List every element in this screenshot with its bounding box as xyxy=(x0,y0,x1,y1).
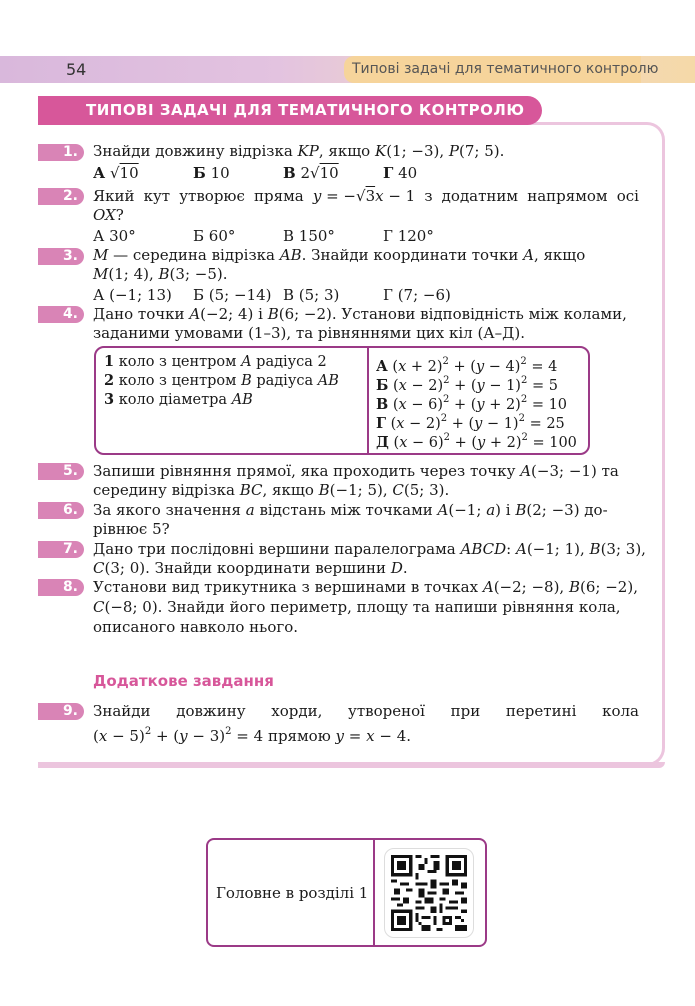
problem-2-line-2: OX? xyxy=(93,206,124,224)
problem-number-tab xyxy=(38,463,84,480)
qr-code[interactable] xyxy=(384,848,474,938)
problem-number-tab xyxy=(38,502,84,519)
problem-4-line-1: Дано точки A(−2; 4) і B(6; −2). Установи відповідність між колами, xyxy=(93,305,627,323)
problem-number: 6. xyxy=(62,502,78,518)
summary-divider xyxy=(373,840,375,945)
problem-number-tab xyxy=(38,144,84,161)
answer-option: В 150° xyxy=(283,227,335,245)
problem-6-line-1: За якого значення a відстань між точками A(−1; a) і B(2; −3) до- xyxy=(93,501,608,519)
qr-code-icon xyxy=(391,855,467,931)
running-title: Типові задачі для тематичного контролю xyxy=(352,61,659,77)
answer-option: А 30° xyxy=(93,227,136,245)
problem-5-line-1: Запиши рівняння прямої, яка проходить через точку A(−3; −1) та xyxy=(93,462,619,480)
problem-number: 7. xyxy=(62,541,78,557)
summary-label: Головне в розділі 1 xyxy=(216,884,369,902)
problem-number: 2. xyxy=(62,188,78,204)
answer-option: А √10 xyxy=(93,164,139,182)
problem-9-line-2: $(x - 5)^2 + (y - 3)^2 = 4$ прямою y = x − 4. xyxy=(93,726,412,745)
problem-number-tab xyxy=(38,248,84,265)
problem-number-tab xyxy=(38,306,84,323)
answer-option: Г 40 xyxy=(383,164,418,182)
problem-number-tab xyxy=(38,579,84,596)
problem-6-line-2: рівнює 5? xyxy=(93,520,170,538)
condition-item: 2 коло з центром B радіуса AB xyxy=(104,372,339,389)
problem-9-line-1: Знайди довжину хорди, утвореної при перетині кола xyxy=(93,702,639,720)
frame-bottom-edge xyxy=(38,762,665,768)
answer-option: Б 10 xyxy=(193,164,230,182)
problem-7-line-1: Дано три послідовні вершини паралелограма ABCD: A(−1; 1), B(3; 3), xyxy=(93,540,646,558)
answer-option: Г (7; −6) xyxy=(383,286,451,304)
condition-item: 1 коло з центром A радіуса 2 xyxy=(104,353,327,370)
answer-option: В (5; 3) xyxy=(283,286,340,304)
equation-item: А $(x + 2)^2 + (y - 4)^2 = 4$ xyxy=(376,356,558,375)
answer-option: А (−1; 13) xyxy=(93,286,172,304)
problem-4-line-2: заданими умовами (1–3), та рівняннями цих кіл (А–Д). xyxy=(93,324,525,342)
equation-item: В $(x - 6)^2 + (y + 2)^2 = 10$ xyxy=(376,394,568,413)
problem-number: 3. xyxy=(62,248,78,264)
equation-item: Б $(x - 2)^2 + (y - 1)^2 = 5$ xyxy=(376,375,558,394)
problem-number-tab xyxy=(38,188,84,205)
equation-item: Г $(x - 2)^2 + (y - 1)^2 = 25$ xyxy=(376,413,565,432)
problem-7-line-2: C(3; 0). Знайди координати вершини D. xyxy=(93,559,408,577)
answer-option: Б 60° xyxy=(193,227,236,245)
problem-3-line-1: M — середина відрізка AB. Знайди координати точки A, якщо xyxy=(93,246,586,264)
problem-number: 9. xyxy=(62,703,78,719)
problem-number: 5. xyxy=(62,463,78,479)
problem-number-tab xyxy=(38,541,84,558)
equation-item: Д $(x - 6)^2 + (y + 2)^2 = 100$ xyxy=(376,432,577,451)
matching-divider xyxy=(367,348,369,453)
answer-option: В 2√10 xyxy=(283,164,339,182)
problem-3-line-2: M(1; 4), B(3; −5). xyxy=(93,265,228,283)
problem-number: 8. xyxy=(62,579,78,595)
answer-option: Г 120° xyxy=(383,227,434,245)
condition-item: 3 коло діаметра AB xyxy=(104,391,253,408)
extra-task-title: Додаткове завдання xyxy=(93,672,274,690)
problem-number: 1. xyxy=(62,144,78,160)
problem-8-line-1: Установи вид трикутника з вершинами в точках A(−2; −8), B(6; −2), xyxy=(93,578,638,596)
problem-5-line-2: середину відрізка BC, якщо B(−1; 5), C(5; 3). xyxy=(93,481,450,499)
problem-2-line-1: Який кут утворює пряма y = −√3x − 1 з додатним напрямом осі xyxy=(93,187,639,205)
problem-8-line-2: C(−8; 0). Знайди його периметр, площу та напиши рівняння кола, xyxy=(93,598,621,616)
problem-number: 4. xyxy=(62,306,78,322)
problem-number-tab xyxy=(38,703,84,720)
answer-option: Б (5; −14) xyxy=(193,286,272,304)
page-number: 54 xyxy=(66,60,87,79)
problem-8-line-3: описаного навколо нього. xyxy=(93,618,299,636)
problem-1-text: Знайди довжину відрізка KP, якщо K(1; −3), P(7; 5). xyxy=(93,142,505,160)
section-title: ТИПОВІ ЗАДАЧІ ДЛЯ ТЕМАТИЧНОГО КОНТРОЛЮ xyxy=(86,101,525,119)
